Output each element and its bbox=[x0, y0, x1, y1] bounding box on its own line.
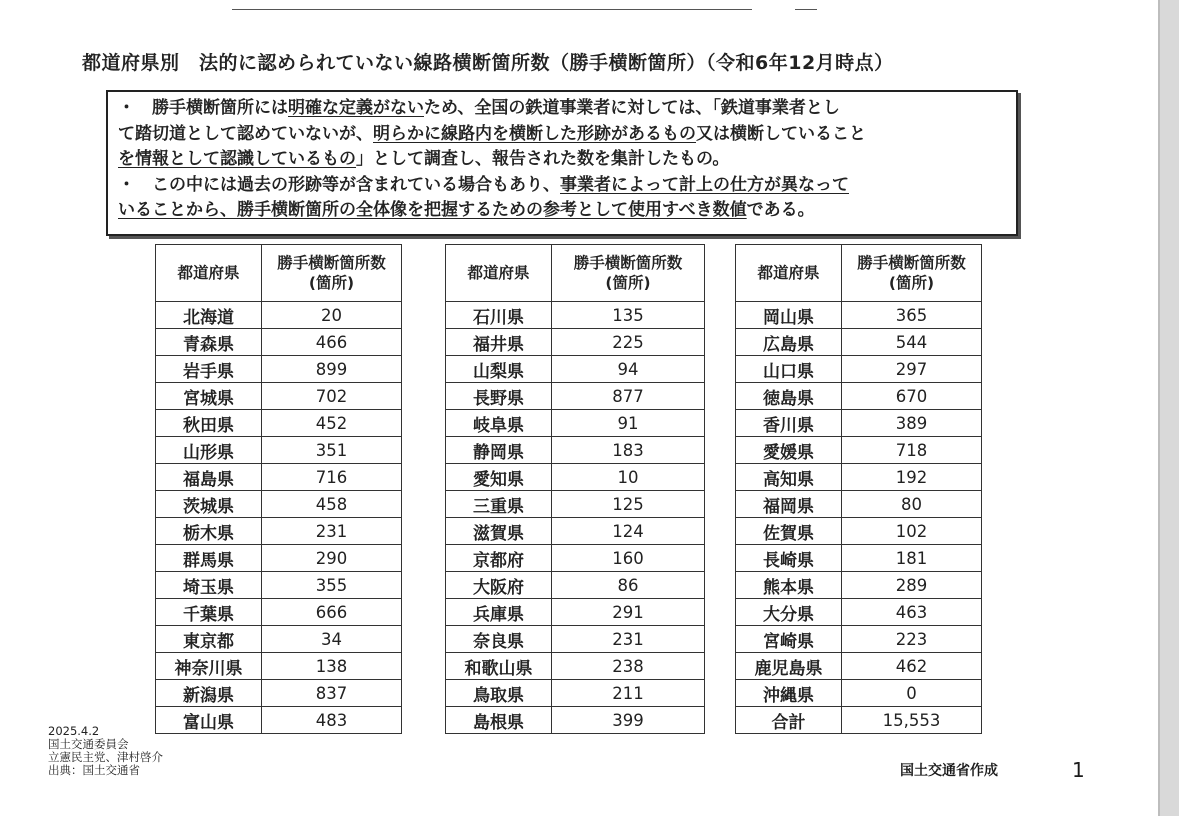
prefecture-name: 秋田県 bbox=[156, 410, 262, 437]
prefecture-name: 兵庫県 bbox=[446, 599, 552, 626]
table-header-row bbox=[156, 245, 402, 302]
prefecture-table-2 bbox=[445, 244, 705, 734]
prefecture-name: 香川県 bbox=[736, 410, 842, 437]
table-row bbox=[156, 707, 402, 734]
table-row bbox=[736, 410, 982, 437]
prefecture-name: 島根県 bbox=[446, 707, 552, 734]
footer-committee: 国土交通委員会 bbox=[48, 737, 129, 751]
prefecture-name: 福井県 bbox=[446, 329, 552, 356]
crossing-count: 899 bbox=[262, 356, 402, 383]
prefecture-name: 山口県 bbox=[736, 356, 842, 383]
prefecture-name: 埼玉県 bbox=[156, 572, 262, 599]
prefecture-name: 高知県 bbox=[736, 464, 842, 491]
table-row bbox=[156, 545, 402, 572]
prefecture-name: 岩手県 bbox=[156, 356, 262, 383]
crossing-count: 211 bbox=[552, 680, 705, 707]
table-header-row bbox=[736, 245, 982, 302]
table-row bbox=[156, 383, 402, 410]
table-row bbox=[736, 653, 982, 680]
header-count: 勝手横断箇所数 (箇所) bbox=[842, 245, 982, 302]
table-row bbox=[446, 383, 705, 410]
header-prefecture: 都道府県 bbox=[446, 245, 552, 302]
table-row bbox=[446, 680, 705, 707]
prefecture-name: 長崎県 bbox=[736, 545, 842, 572]
page-number: 1 bbox=[1072, 758, 1085, 782]
table-row bbox=[446, 437, 705, 464]
prefecture-name: 東京都 bbox=[156, 626, 262, 653]
footer-member: 立憲民主党、津村啓介 bbox=[48, 750, 163, 764]
crossing-count: 666 bbox=[262, 599, 402, 626]
table-row bbox=[736, 356, 982, 383]
crossing-count: 94 bbox=[552, 356, 705, 383]
crossing-count: 135 bbox=[552, 302, 705, 329]
crossing-count: 877 bbox=[552, 383, 705, 410]
prefecture-name: 宮城県 bbox=[156, 383, 262, 410]
crossing-count: 80 bbox=[842, 491, 982, 518]
notice-line-3: を情報として認識しているもの」として調査し、報告された数を集計したもの。 bbox=[118, 149, 730, 169]
table-row bbox=[156, 518, 402, 545]
notice-box bbox=[106, 90, 1018, 236]
notice-line-5: いることから、勝手横断箇所の全体像を把握するための参考として使用すべき数値である。 bbox=[118, 200, 815, 220]
table-row bbox=[156, 653, 402, 680]
crossing-count: 670 bbox=[842, 383, 982, 410]
crossing-count: 225 bbox=[552, 329, 705, 356]
table-row bbox=[156, 626, 402, 653]
header-count: 勝手横断箇所数 (箇所) bbox=[262, 245, 402, 302]
top-rule-short bbox=[795, 9, 817, 10]
prefecture-name: 愛知県 bbox=[446, 464, 552, 491]
table-row bbox=[446, 545, 705, 572]
crossing-count: 389 bbox=[842, 410, 982, 437]
table-row bbox=[736, 545, 982, 572]
prefecture-name: 沖縄県 bbox=[736, 680, 842, 707]
table-header-row bbox=[446, 245, 705, 302]
table-row bbox=[736, 464, 982, 491]
notice-line-2: て踏切道として認めていないが、明らかに線路内を横断した形跡があるもの又は横断していること bbox=[118, 123, 866, 144]
table-row bbox=[446, 302, 705, 329]
footer-maker: 国土交通省作成 bbox=[900, 763, 998, 779]
prefecture-name: 神奈川県 bbox=[156, 653, 262, 680]
crossing-count: 10 bbox=[552, 464, 705, 491]
table-row bbox=[446, 356, 705, 383]
crossing-count: 183 bbox=[552, 437, 705, 464]
crossing-count: 290 bbox=[262, 545, 402, 572]
table-row bbox=[446, 329, 705, 356]
crossing-count: 231 bbox=[262, 518, 402, 545]
prefecture-name: 大阪府 bbox=[446, 572, 552, 599]
table-row bbox=[736, 302, 982, 329]
crossing-count: 91 bbox=[552, 410, 705, 437]
crossing-count: 452 bbox=[262, 410, 402, 437]
table-row bbox=[156, 410, 402, 437]
table-row bbox=[446, 518, 705, 545]
table-row bbox=[446, 653, 705, 680]
crossing-count: 34 bbox=[262, 626, 402, 653]
table-row bbox=[736, 491, 982, 518]
crossing-count: 102 bbox=[842, 518, 982, 545]
prefecture-name: 三重県 bbox=[446, 491, 552, 518]
table-row bbox=[156, 356, 402, 383]
prefecture-name: 岡山県 bbox=[736, 302, 842, 329]
table-row bbox=[736, 599, 982, 626]
prefecture-name: 山梨県 bbox=[446, 356, 552, 383]
crossing-count: 289 bbox=[842, 572, 982, 599]
prefecture-name: 和歌山県 bbox=[446, 653, 552, 680]
table-row bbox=[446, 464, 705, 491]
prefecture-name: 新潟県 bbox=[156, 680, 262, 707]
crossing-count: 124 bbox=[552, 518, 705, 545]
prefecture-name: 山形県 bbox=[156, 437, 262, 464]
crossing-count: 351 bbox=[262, 437, 402, 464]
table-row bbox=[736, 707, 982, 734]
prefecture-table-3 bbox=[735, 244, 982, 734]
table-row bbox=[446, 599, 705, 626]
prefecture-name: 栃木県 bbox=[156, 518, 262, 545]
crossing-count: 462 bbox=[842, 653, 982, 680]
prefecture-name: 鳥取県 bbox=[446, 680, 552, 707]
prefecture-name: 福島県 bbox=[156, 464, 262, 491]
crossing-count: 837 bbox=[262, 680, 402, 707]
crossing-count: 238 bbox=[552, 653, 705, 680]
table-row bbox=[156, 464, 402, 491]
crossing-count: 483 bbox=[262, 707, 402, 734]
table-row bbox=[156, 680, 402, 707]
top-rule bbox=[232, 9, 752, 10]
prefecture-name: 千葉県 bbox=[156, 599, 262, 626]
prefecture-name: 佐賀県 bbox=[736, 518, 842, 545]
prefecture-name: 合計 bbox=[736, 707, 842, 734]
crossing-count: 718 bbox=[842, 437, 982, 464]
prefecture-name: 茨城県 bbox=[156, 491, 262, 518]
table-row bbox=[156, 437, 402, 464]
table-row bbox=[156, 599, 402, 626]
crossing-count: 125 bbox=[552, 491, 705, 518]
prefecture-name: 広島県 bbox=[736, 329, 842, 356]
table-row bbox=[446, 626, 705, 653]
table-row bbox=[446, 491, 705, 518]
crossing-count: 192 bbox=[842, 464, 982, 491]
table-row bbox=[446, 410, 705, 437]
crossing-count: 297 bbox=[842, 356, 982, 383]
notice-line-1: ・ 勝手横断箇所には明確な定義がないため、全国の鉄道事業者に対しては、「鉄道事業者とし bbox=[118, 98, 840, 118]
crossing-count: 0 bbox=[842, 680, 982, 707]
prefecture-name: 滋賀県 bbox=[446, 518, 552, 545]
footer-date: 2025.4.2 bbox=[48, 724, 100, 738]
crossing-count: 458 bbox=[262, 491, 402, 518]
prefecture-name: 富山県 bbox=[156, 707, 262, 734]
prefecture-name: 北海道 bbox=[156, 302, 262, 329]
notice-line-4: ・ この中には過去の形跡等が含まれている場合もあり、事業者によって計上の仕方が異なって bbox=[118, 174, 849, 195]
prefecture-name: 京都府 bbox=[446, 545, 552, 572]
table-row bbox=[736, 383, 982, 410]
header-count: 勝手横断箇所数 (箇所) bbox=[552, 245, 705, 302]
prefecture-name: 岐阜県 bbox=[446, 410, 552, 437]
table-row bbox=[156, 572, 402, 599]
footer-credits bbox=[48, 725, 163, 777]
table-row bbox=[736, 626, 982, 653]
crossing-count: 291 bbox=[552, 599, 705, 626]
page-title: 都道府県別 法的に認められていない線路横断箇所数（勝手横断箇所）（令和6年12月時点） bbox=[82, 52, 894, 74]
prefecture-name: 群馬県 bbox=[156, 545, 262, 572]
crossing-count: 702 bbox=[262, 383, 402, 410]
prefecture-name: 青森県 bbox=[156, 329, 262, 356]
prefecture-name: 宮崎県 bbox=[736, 626, 842, 653]
crossing-count: 463 bbox=[842, 599, 982, 626]
crossing-count: 544 bbox=[842, 329, 982, 356]
table-row bbox=[736, 572, 982, 599]
crossing-count: 355 bbox=[262, 572, 402, 599]
crossing-count: 160 bbox=[552, 545, 705, 572]
crossing-count: 365 bbox=[842, 302, 982, 329]
crossing-count: 181 bbox=[842, 545, 982, 572]
crossing-count: 15,553 bbox=[842, 707, 982, 734]
crossing-count: 231 bbox=[552, 626, 705, 653]
prefecture-name: 長野県 bbox=[446, 383, 552, 410]
prefecture-name: 静岡県 bbox=[446, 437, 552, 464]
table-row bbox=[156, 329, 402, 356]
crossing-count: 20 bbox=[262, 302, 402, 329]
prefecture-name: 奈良県 bbox=[446, 626, 552, 653]
crossing-count: 138 bbox=[262, 653, 402, 680]
prefecture-name: 福岡県 bbox=[736, 491, 842, 518]
crossing-count: 399 bbox=[552, 707, 705, 734]
crossing-count: 86 bbox=[552, 572, 705, 599]
table-row bbox=[156, 302, 402, 329]
table-row bbox=[446, 572, 705, 599]
header-prefecture: 都道府県 bbox=[736, 245, 842, 302]
prefecture-name: 愛媛県 bbox=[736, 437, 842, 464]
footer-source: 出典：国土交通省 bbox=[48, 763, 140, 777]
prefecture-name: 熊本県 bbox=[736, 572, 842, 599]
table-row bbox=[736, 437, 982, 464]
table-row bbox=[446, 707, 705, 734]
prefecture-name: 鹿児島県 bbox=[736, 653, 842, 680]
table-row bbox=[736, 680, 982, 707]
prefecture-name: 徳島県 bbox=[736, 383, 842, 410]
table-row bbox=[156, 491, 402, 518]
table-row bbox=[736, 518, 982, 545]
table-row bbox=[736, 329, 982, 356]
crossing-count: 466 bbox=[262, 329, 402, 356]
crossing-count: 716 bbox=[262, 464, 402, 491]
page-edge-shadow bbox=[1158, 0, 1179, 816]
prefecture-table-1 bbox=[155, 244, 402, 734]
header-prefecture: 都道府県 bbox=[156, 245, 262, 302]
prefecture-name: 大分県 bbox=[736, 599, 842, 626]
prefecture-name: 石川県 bbox=[446, 302, 552, 329]
crossing-count: 223 bbox=[842, 626, 982, 653]
